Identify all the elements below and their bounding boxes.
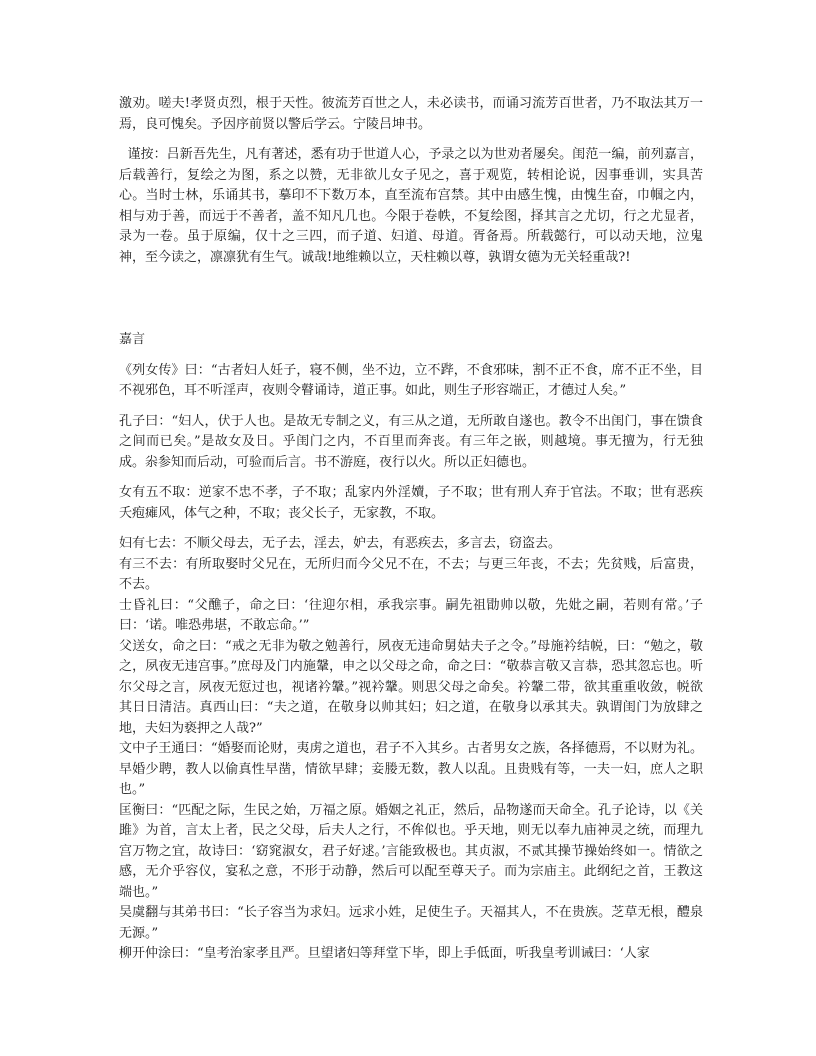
section-heading: 嘉言 (119, 332, 146, 347)
paragraph-seven-leave: 妇有七去：不顺父母去，无子去，淫去，妒去，有恶疾去，多言去，窃盗去。 (119, 536, 562, 551)
paragraph-yu-fan: 吴虞翻与其弟书曰：“长子容当为求妇。远求小姓，足使生子。天福其人，不在贵族。芝草无根，醴泉无源。” (119, 905, 703, 941)
paragraph-editor-note: 谨按：吕新吾先生，凡有著述，悉有功于世道人心，予录之以为世劝者屡矣。闺范一编，前列嘉言，后载善行，复绘之为图，系之以赞，无非欲儿女子见之，喜于观览，转相论说，因事垂训，实具苦心。当时士林，乐诵其书，摹印不下数万本，直至流布宫禁。其中由感生愧，由愧生奋，巾帼之内，相与劝于善，而远于不善者，盖不知凡几也。今限于卷帙，不复绘图，择其言之尤切，行之尤显者，录为一卷。虽于原编，仅十之三四，而子道、妇道、母道。胥备焉。所载懿行，可以动天地，泣鬼神，至今读之，凛凛犹有生气。诚哉!地维赖以立，天柱赖以尊，孰谓女德为无关轻重哉?! (119, 147, 703, 265)
paragraph-father-sends-daughter: 父送女，命之曰：“戒之无非为敬之勉善行，夙夜无违命舅姑夫子之令。”母施衿结帨，曰：“勉之，敬之，夙夜无违宫事。”庶母及门内施鞶，申之以父母之命，命之曰：“敬恭言敬又言恭，恐其忽忘也。听尔父母之言，夙夜无愆过也，视诸衿鞶。”视衿鞶。则思父母之命矣。衿鞶二带，欲其重重收敛，帨欲其日日清洁。真西山曰：“夫之道，在敬身以帅其妇；妇之道，在敬身以承其夫。孰谓闺门为放肆之地，夫妇为亵押之人哉?” (119, 638, 703, 736)
paragraph-three-not-leave: 有三不去：有所取娶时父兄在，无所归而今父兄不在，不去；与更三年丧，不去；先贫贱，后富贵，不去。 (119, 556, 703, 592)
paragraph-five-not-take: 女有五不取：逆家不忠不孝，子不取；乱家内外淫嬻，子不取；世有刑人弃于官法。不取；世有恶疾夭疱瘫风，体气之种，不取；丧父长子，无家教，不取。 (119, 485, 703, 521)
paragraph-preface-end: 激劝。嗟夫!孝贤贞烈，根于天性。彼流芳百世之人，未必读书，而诵习流芳百世者，乃不取法其万一焉，良可愧矣。予因序前贤以警后学云。宁陵吕坤书。 (119, 96, 703, 132)
paragraph-liu-kai: 柳开仲涂曰：“皇考治家孝且严。旦望诸妇等拜堂下毕，即上手低面，听我皇考训诫曰：‘人家 (119, 946, 650, 961)
paragraph-confucius: 孔子曰：“妇人，伏于人也。是故无专制之义，有三从之道，无所敢自遂也。教令不出闺门，事在馈食之间而已矣。”是故女及日。乎闺门之内，不百里而奔丧。有三年之嵌，则越境。事无擅为，行无独成。尜参知而后动，可验而后言。书不游庭，夜行以火。所以正妇德也。 (119, 413, 703, 470)
paragraph-lienu-zhuan: 《列女传》曰：“古者妇人妊子，寝不侧，坐不边，立不跸，不食邪味，割不正不食，席不正不坐，目不视邪色，耳不听淫声，夜则令瞽诵诗，道正事。如此，则生子形容端正，才德过人矣。” (119, 362, 703, 398)
paragraph-wang-tong: 文中子王通曰：“婚娶而论财，夷虏之道也，君子不入其乡。古者男女之族，各择德焉，不以财为礼。早婚少聘，教人以偷真性早凿，情欲早肆；妾媵无数，教人以乱。且贵贱有等，一夫一妇，庶人之职也。” (119, 741, 703, 797)
paragraph-kuang-heng: 匡衡曰：“匹配之际，生民之始，万福之原。婚姻之礼正，然后，品物遂而天命全。孔子论诗，以《关雎》为首，言太上者，民之父母，后夫人之行，不侔似也。乎天地，则无以奉九庙神灵之统，而理九宫万物之宜，故诗曰：‘窈窕淑女，君子好逑。’言能致极也。其贞淑，不贰其操节操始终如一。情欲之感，无介乎容仪，宴私之意，不形于动静，然后可以配至尊天子。而为宗庙主。此纲纪之首，王教这端也。” (119, 802, 703, 900)
document-page (119, 94, 703, 965)
paragraph-shi-hun-li: 士昏礼曰：“父醮子，命之曰：‘往迎尔相，承我宗事。嗣先祖勖帅以敬，先妣之嗣，若则有常。’子曰：‘诺。唯恐弗堪，不敢忘命。’” (119, 597, 703, 633)
